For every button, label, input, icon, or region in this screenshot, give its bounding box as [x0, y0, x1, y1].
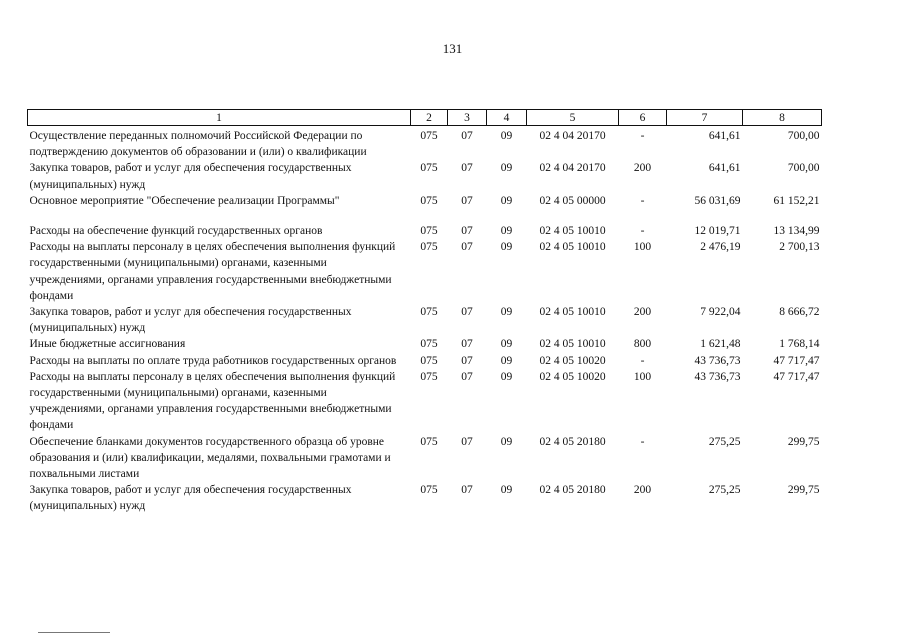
cell-target-article: 02 4 05 10010: [539, 241, 606, 254]
cell-ministry: 075: [420, 306, 438, 319]
header-row: [28, 110, 822, 126]
cell-ministry: 075: [420, 162, 438, 175]
cell-ministry: 075: [420, 484, 438, 497]
cell-section: 07: [461, 484, 473, 497]
cell-amount-8: 47 717,47: [773, 354, 820, 367]
column-header-5: 5: [527, 110, 619, 126]
table-row: [28, 434, 822, 483]
cell-amount-8: 299,75: [787, 435, 820, 448]
cell-expense-type: 100: [633, 241, 652, 254]
cell-section: 07: [461, 162, 473, 175]
row-name: Расходы на выплаты по оплате труда работников государственных органов: [29, 354, 397, 367]
cell-section: 07: [461, 194, 473, 207]
row-name: Расходы на выплаты персоналу в целях обеспечения выполнения функций государственными (муниципальными) органами, казенными учреждениями, органами управления государственными внебюджетными фондами: [29, 241, 396, 302]
cell-target-article: 02 4 05 10020: [539, 370, 606, 383]
cell-section: 07: [461, 435, 473, 448]
cell-subsection: 09: [500, 484, 513, 497]
cell-target-article: 02 4 05 20180: [539, 435, 606, 448]
cell-ministry: 075: [420, 130, 438, 142]
cell-amount-7: 641,61: [708, 162, 741, 175]
cell-amount-8: 13 134,99: [773, 225, 820, 238]
cell-section: 07: [461, 306, 473, 319]
cell-ministry: 075: [420, 225, 438, 238]
cell-subsection: 09: [500, 241, 513, 254]
cell-expense-type: -: [640, 225, 645, 238]
cell-amount-8: 61 152,21: [773, 194, 820, 207]
cell-amount-8: 47 717,47: [773, 370, 820, 383]
cell-section: 07: [461, 338, 473, 351]
cell-expense-type: -: [640, 194, 645, 207]
row-name: Осуществление переданных полномочий Российской Федерации по подтверждению документов об образовании и (или) о квалификации: [29, 130, 367, 159]
cell-target-article: 02 4 04 20170: [539, 162, 606, 175]
cell-target-article: 02 4 05 10010: [539, 306, 606, 319]
cell-ministry: 075: [420, 241, 438, 254]
table-row: [28, 239, 822, 304]
row-name: Закупка товаров, работ и услуг для обеспечения государственных (муниципальных) нужд: [29, 162, 352, 191]
cell-ministry: 075: [420, 194, 438, 207]
cell-expense-type: -: [640, 130, 645, 142]
page-number: 131: [442, 41, 463, 56]
cell-expense-type: 200: [633, 306, 652, 319]
cell-subsection: 09: [500, 435, 513, 448]
budget-table: [27, 109, 822, 515]
cell-ministry: 075: [420, 354, 438, 367]
table-row: [28, 128, 822, 160]
column-header-3: 3: [448, 110, 487, 126]
cell-section: 07: [461, 354, 473, 367]
row-name: Закупка товаров, работ и услуг для обеспечения государственных (муниципальных) нужд: [29, 306, 352, 335]
cell-target-article: 02 4 05 10020: [539, 354, 606, 367]
table-row: [28, 336, 822, 352]
cell-amount-8: 700,00: [787, 130, 820, 142]
cell-amount-8: 2 700,13: [779, 241, 820, 254]
column-header-8: 8: [743, 110, 822, 126]
column-header-2: 2: [411, 110, 448, 126]
row-name: Расходы на выплаты персоналу в целях обеспечения выполнения функций государственными (муниципальными) органами, казенными учреждениями, органами управления государственными внебюджетными фондами: [29, 370, 396, 432]
row-name: Основное мероприятие "Обеспечение реализации Программы": [29, 194, 340, 207]
cell-amount-7: 275,25: [708, 484, 741, 497]
row-name: Иные бюджетные ассигнования: [29, 338, 186, 351]
cell-subsection: 09: [500, 370, 513, 383]
cell-expense-type: -: [640, 435, 645, 448]
cell-subsection: 09: [500, 225, 513, 238]
cell-section: 07: [461, 241, 473, 254]
column-header-1: 1: [28, 110, 411, 126]
cell-subsection: 09: [500, 162, 513, 175]
table-row: [28, 369, 822, 434]
column-header-7: 7: [667, 110, 743, 126]
cell-ministry: 075: [420, 435, 438, 448]
cell-expense-type: -: [640, 354, 645, 367]
table-row: [28, 353, 822, 369]
table-row: [28, 304, 822, 336]
cell-amount-7: 2 476,19: [700, 241, 741, 254]
cell-amount-7: 7 922,04: [700, 306, 741, 319]
cell-amount-8: 8 666,72: [779, 306, 820, 319]
cell-section: 07: [461, 225, 473, 238]
cell-target-article: 02 4 05 20180: [539, 484, 606, 497]
cell-amount-8: 299,75: [787, 484, 820, 497]
cell-subsection: 09: [500, 194, 513, 207]
cell-subsection: 09: [500, 306, 513, 319]
column-header-4: 4: [487, 110, 527, 126]
cell-target-article: 02 4 05 00000: [539, 194, 606, 207]
cell-amount-7: 1 621,48: [700, 338, 741, 351]
cell-section: 07: [461, 370, 473, 383]
table-row: [28, 482, 822, 514]
cell-ministry: 075: [420, 338, 438, 351]
cell-amount-7: 275,25: [708, 435, 741, 448]
cell-target-article: 02 4 05 10010: [539, 225, 606, 238]
cell-expense-type: 100: [633, 370, 652, 383]
cell-subsection: 09: [500, 130, 513, 142]
bottom-rule: [38, 632, 110, 633]
table-row: [28, 160, 822, 192]
cell-amount-7: 43 736,73: [694, 354, 741, 367]
column-header-6: 6: [619, 110, 667, 126]
row-name: Обеспечение бланками документов государственного образца об уровне образования и (или) квалификации, медалями, похвальными грамотами и похвальными листами: [29, 435, 391, 481]
row-name: Закупка товаров, работ и услуг для обеспечения государственных (муниципальных) нужд: [29, 484, 352, 513]
cell-subsection: 09: [500, 354, 513, 367]
cell-ministry: 075: [420, 370, 438, 383]
cell-expense-type: 800: [633, 338, 652, 351]
cell-target-article: 02 4 04 20170: [539, 130, 606, 142]
cell-amount-7: 12 019,71: [694, 225, 741, 238]
cell-subsection: 09: [500, 338, 513, 351]
cell-amount-7: 641,61: [708, 130, 741, 142]
table-row: [28, 193, 822, 223]
cell-expense-type: 200: [633, 484, 652, 497]
cell-target-article: 02 4 05 10010: [539, 338, 606, 351]
cell-amount-8: 700,00: [787, 162, 820, 175]
cell-amount-8: 1 768,14: [779, 338, 820, 351]
row-name: Расходы на обеспечение функций государственных органов: [29, 225, 323, 238]
cell-expense-type: 200: [633, 162, 652, 175]
table-row: [28, 223, 822, 239]
cell-section: 07: [461, 130, 473, 142]
cell-amount-7: 43 736,73: [694, 370, 741, 383]
cell-amount-7: 56 031,69: [694, 194, 741, 207]
